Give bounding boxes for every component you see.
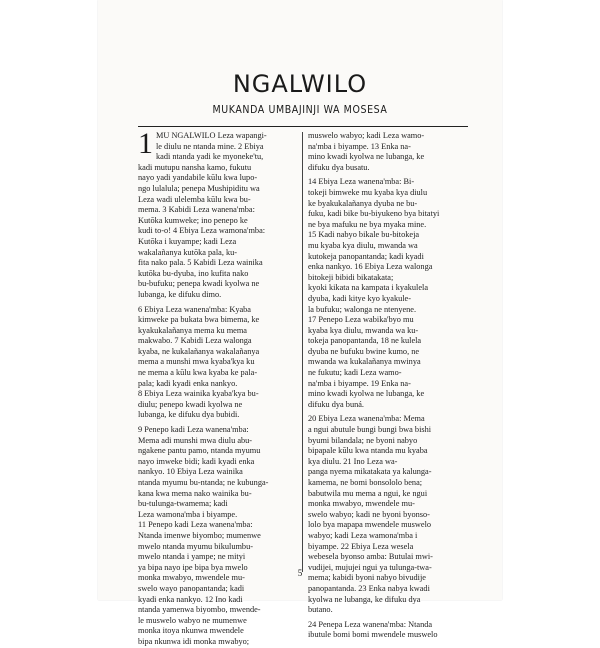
verse-line: bu-tulunga-twamema; kadi — [138, 499, 228, 509]
verse-line: lubanga, ke difuku dimo. — [138, 289, 222, 299]
verse-line: swelo wabyo; kadi ne byoni byonso- — [308, 509, 430, 519]
verse-line: kyaba, ne kukalañanya wakalañanya — [138, 346, 260, 356]
verse-line: mema a munshi mwa kyaba'kya ku — [138, 357, 255, 367]
verse-line: 9 Penepo kadi Leza wanena'mba: — [138, 425, 249, 435]
verse-line: ya bipa nayo ipe bipa bya mwelo — [138, 562, 248, 572]
verse-line: fuku, kadi bike bu-biyukeno bya bitatyi — [308, 209, 440, 219]
verse-line: ntanda myumu bu-ntanda; ne kubunga- — [138, 478, 269, 487]
verse-line: 24 Penepa Leza wanena'mba: Ntanda — [308, 619, 433, 629]
verse-line: babutwila mu mema a ngui, ke ngui — [308, 488, 428, 498]
verse-line: kimweke pa bukata bwa bimema, ke — [138, 315, 260, 325]
column-divider — [302, 132, 303, 572]
verse-line: bitokeji bibidi bikatakata; — [308, 272, 394, 282]
verse-line: mwelo ntanda myumu bikulumbu- — [138, 541, 253, 551]
verse-line: le diulu ne ntanda mine. 2 Ebiya — [156, 141, 264, 151]
verse-line: MU NGALWILO Leza wapangi- — [156, 131, 267, 140]
verse-line: dyuba, kadi kitye kyo kyakule- — [308, 293, 411, 303]
verse-line: bipa nkunwa idi monka mwabyo; — [138, 636, 250, 646]
chapter-dropcap: 1 — [138, 127, 153, 160]
verse-line: kyolwa ne lubanga, ke difuku dya — [308, 594, 421, 604]
verse-line: muswelo wabyo; kadi Leza wamo- — [308, 131, 425, 140]
verse-line: fita nako pala. 5 Kabidi Leza wainika — [138, 258, 263, 268]
verse-line: difuku dya buná. — [308, 399, 364, 409]
verse-line: byumi bilandala; ne byoni nabyo — [308, 435, 418, 445]
verse-line: mwanda wa kukalañanya mwinya — [308, 357, 421, 367]
verse-line: ne mema a kūlu kwa kyaba ke pala- — [138, 368, 258, 378]
verse-line: Ntanda imenwe biyombo; mumenwe — [138, 530, 261, 540]
verse-line: webesela byonso amba: Butulai mwi- — [308, 552, 433, 562]
book-title: NGALWILO — [232, 70, 368, 98]
verse-line: mema; kabidi byoni nabyo bivudije — [308, 573, 426, 583]
verse-line: mwelo ntanda i yampe; ne mityi — [138, 552, 246, 562]
verse-line: kadi ntanda yadi ke myoneke'tu, — [156, 152, 264, 162]
verse-line: wabyo; kadi Leza wamona'mba i — [308, 530, 418, 540]
verse-line: kyaba kya diulu, mwanda wa ku- — [308, 325, 419, 335]
verse-line: mu kyaba kya diulu, mwanda wa — [308, 240, 418, 250]
verse-line: mino kwadi kyolwa ne lubanga, ke — [308, 152, 425, 162]
verse-line: kamema, ne bomi bonsololo bena; — [308, 478, 423, 487]
verse-line: kyakukalañanya mema ku mema — [138, 325, 247, 335]
verse-line: 6 Ebiya Leza wanena'mba: Kyaba — [138, 304, 251, 314]
verse-line: ntanda yamenwa biyombo, mwende- — [138, 605, 261, 615]
verse-line: Leza wadi ulelemba kūlu kwa bu- — [138, 194, 251, 204]
verse-line: ngo lulalula; penepa Mushipiditu wa — [138, 183, 260, 193]
verse-line: Mema adi munshi mwa diulu abu- — [138, 435, 253, 445]
verse-line: monka mwabyo, mwendele mu- — [308, 499, 415, 509]
verse-line: na'mba i biyampe. 19 Enka na- — [308, 378, 411, 388]
verse-line: 20 Ebiya Leza wanena'mba: Mema — [308, 414, 425, 424]
right-column — [308, 131, 468, 641]
verse-line: panopantanda. 23 Enka nabya kwadi — [308, 583, 430, 593]
verse-line: Kutōka kumweke; ino penepo ke — [138, 215, 248, 225]
verse-line: kadi mutupu nansha kamo, fukutu — [138, 162, 252, 172]
verse-line: tokeji bimweke mu kyaba kya diulu — [308, 187, 428, 197]
verse-line: bu-bufuku; penepa kwadi kyolwa ne — [138, 279, 260, 289]
verse-line: kutokeja panopantanda; kadi kyadi — [308, 251, 424, 261]
verse-line: 15 Kadi nabyo bikale bu-bitokeja — [308, 230, 420, 240]
verse-line: mino kwadi kyolwa ne lubanga, ke — [308, 389, 425, 399]
verse-line: lolo bya mapapa mwendele muswelo — [308, 520, 432, 530]
verse-line: Leza wamona'mba i biyampe. — [138, 509, 238, 519]
verse-line: swelo wayo panopantanda; kadi — [138, 583, 245, 593]
verse-line: dyuba ne bufuku bwine kumo, ne — [308, 346, 420, 356]
verse-line: enka nankyo. 16 Ebiya Leza walonga — [308, 262, 433, 272]
verse-line: ibutule bomi bomi mwendele muswelo — [308, 630, 438, 640]
verse-line: vudijei, mujujei ngui ya tulunga-twa- — [308, 562, 432, 572]
title-rule — [138, 126, 468, 127]
verse-line: butano. — [308, 605, 333, 615]
verse-line: kya diulu. 21 Ino Leza wa- — [308, 456, 398, 466]
verse-line: 17 Penepo Leza wabika'byo mu — [308, 315, 414, 325]
verse-line: Kutōka i kuyampe; kadi Leza — [138, 236, 237, 246]
verse-line: nayo imweke bidi; kadi kyadi enka — [138, 456, 255, 466]
verse-line: 14 Ebiya Leza wanena'mba: Bi- — [308, 177, 415, 187]
verse-line: kutōka bu-dyuba, ino kufita nako — [138, 268, 249, 278]
verse-line: kudi to-o! 4 Ebiya Leza wamona'mba: — [138, 226, 266, 236]
verse-line: diulu; penepo kwadi kyolwa ne — [138, 399, 243, 409]
verse-line: 11 Penepo kadi Leza wanena'mba: — [138, 520, 253, 530]
bible-page — [98, 0, 502, 646]
verse-line: kyadi enka nankyo. 12 Ino kadi — [138, 594, 243, 604]
verse-line: pala; kadi kyadi enka nankyo. — [138, 378, 238, 388]
verse-line: tokeja panopantanda, 18 ne kulela — [308, 336, 422, 346]
verse-line: nayo yadi yandabile kūlu kwa lupo- — [138, 173, 258, 183]
verse-line: wakalañanya kutōka pala, ku- — [138, 247, 238, 257]
page-number: 5 — [297, 568, 303, 578]
verse-line: ne fukutu; kadi Leza wamo- — [308, 368, 402, 378]
verse-line: monka mwabyo, mwendele mu- — [138, 573, 245, 583]
verse-line: monka itoya nkunwa mwendele — [138, 626, 244, 636]
verse-line: ke byakukalañanya dyuba ne bu- — [308, 198, 418, 208]
book-subtitle: MUKANDA UMBAJINJI WA MOSESA — [212, 104, 388, 116]
verse-line: ngakene pantu pamo, ntanda myumu — [138, 446, 261, 456]
verse-line: 8 Ebiya Leza wainika kyaba'kya bu- — [138, 389, 259, 399]
verse-line: mema. 3 Kabidi Leza wanena'mba: — [138, 205, 255, 215]
verse-line: nankyo. 10 Ebiya Leza wainika — [138, 467, 243, 477]
verse-line: bipapale kūlu kwa ntanda mu kyaba — [308, 446, 428, 456]
verse-line: kyoki kikata na kampata i kyakulela — [308, 283, 429, 293]
verse-line: ne bya mafuku ne bya myaka mine. — [308, 219, 427, 229]
verse-line: difuku dya busatu. — [308, 162, 370, 172]
verse-line: makwabo. 7 Kabidi Leza walonga — [138, 336, 252, 346]
verse-line: kana kwa mema nako wainika bu- — [138, 488, 252, 498]
verse-line: la bufuku; walonga ne ntenyene. — [308, 304, 417, 314]
verse-line: le muswelo wabyo ne mumenwe — [138, 615, 247, 625]
verse-line: a ngui abutule bungi bungi bwa bishi — [308, 425, 432, 435]
verse-line: biyampe. 22 Ebiya Leza wesela — [308, 541, 414, 551]
verse-line: panga nyema mikatakata ya kalunga- — [308, 467, 432, 477]
verse-line: lubanga, ke difuku dya bubidi. — [138, 410, 240, 420]
verse-line: na'mba i biyampe. 13 Enka na- — [308, 141, 411, 151]
